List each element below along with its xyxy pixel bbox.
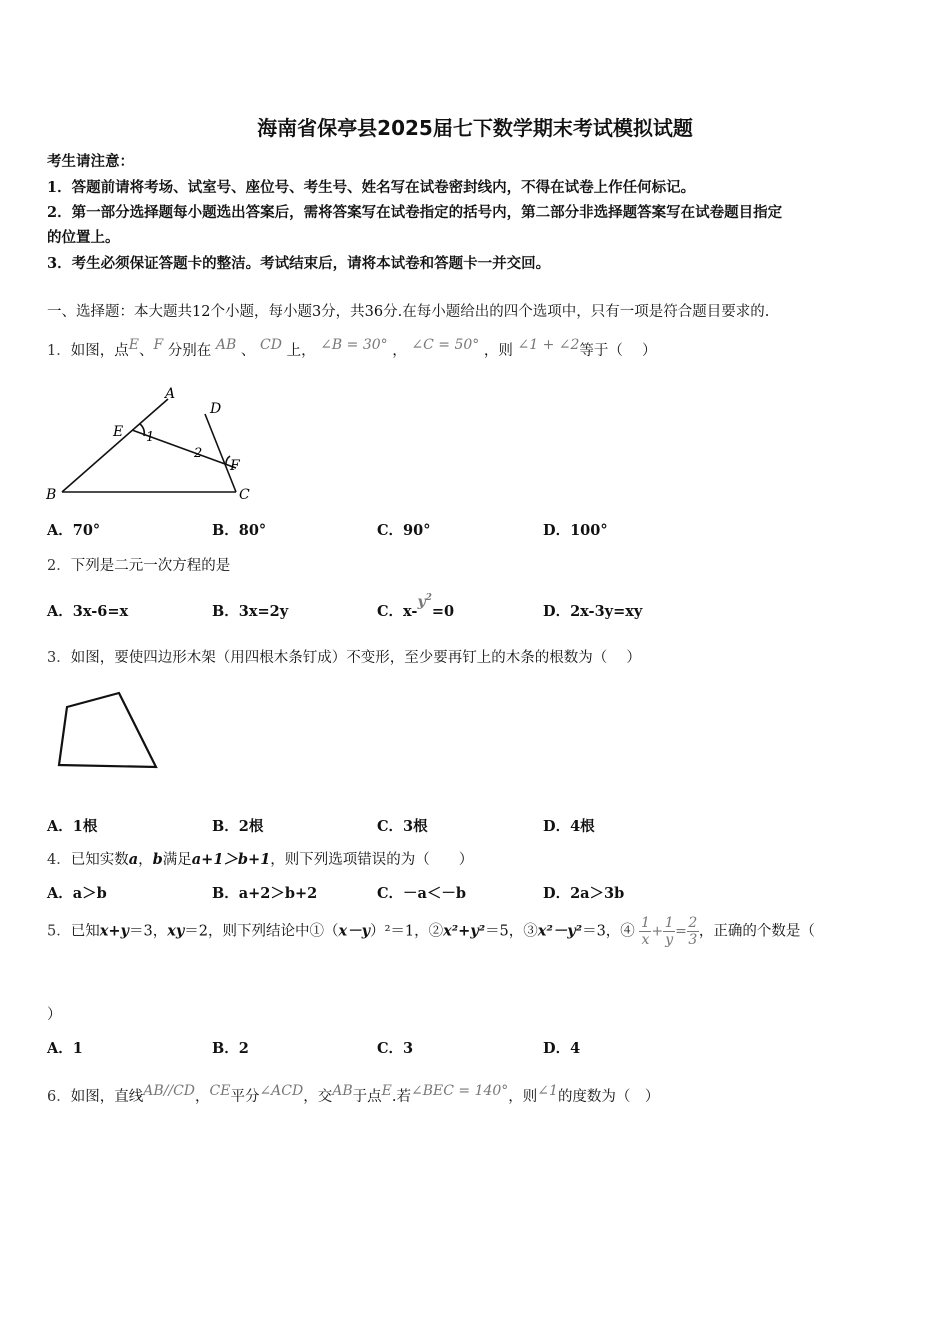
q1-text: 、 bbox=[240, 342, 256, 359]
q1-math-angle-b: ∠B = 30° bbox=[320, 337, 388, 353]
page-title: 海南省保亭县2025届七下数学期末考试模拟试题 bbox=[257, 116, 693, 140]
question-6 bbox=[47, 1083, 659, 1106]
q1-figure bbox=[40, 380, 270, 505]
q1-text: 等于（ ） bbox=[579, 342, 657, 359]
label-d: D bbox=[210, 401, 222, 417]
line-dc bbox=[205, 414, 236, 492]
q1-option-a[interactable]: A．70° bbox=[47, 522, 101, 539]
q4-option-a[interactable]: A．a＞b bbox=[47, 885, 107, 902]
q1-text: 上， bbox=[286, 342, 316, 359]
q3-option-c[interactable]: C．3根 bbox=[377, 818, 428, 835]
q6-math: ∠ACD bbox=[259, 1083, 304, 1099]
q2-option-a[interactable]: A．3x-6=x bbox=[47, 603, 129, 620]
q4-option-b[interactable]: B．a+2＞b+2 bbox=[212, 885, 318, 902]
frac-num: 2 bbox=[688, 915, 698, 931]
question-3 bbox=[47, 646, 641, 667]
q1-text: 分别在 bbox=[167, 342, 212, 359]
q5-option-c[interactable]: C．3 bbox=[377, 1040, 414, 1057]
frac-num: 1 bbox=[664, 915, 674, 931]
frac-den: x bbox=[641, 932, 650, 948]
q2-option-c-y: y bbox=[417, 594, 426, 610]
q5-text: ＝3，④ bbox=[582, 923, 635, 940]
label-e: E bbox=[113, 424, 124, 440]
q6-text: 平分 bbox=[230, 1088, 260, 1105]
q2-text: 下列是二元一次方程的是 bbox=[70, 558, 231, 574]
q1-option-d[interactable]: D．100° bbox=[543, 522, 608, 539]
q5-option-b[interactable]: B．2 bbox=[212, 1040, 249, 1057]
q5-text: ＝5，③ bbox=[485, 923, 538, 940]
q5-continuation: ） bbox=[47, 1007, 62, 1023]
q2-option-b[interactable]: B．3x=2y bbox=[212, 603, 289, 620]
q5-expr: xy bbox=[167, 922, 185, 940]
q1-math-e: E bbox=[128, 337, 139, 353]
question-5 bbox=[47, 915, 815, 948]
q1-option-b[interactable]: B．80° bbox=[212, 522, 267, 539]
q5-equals: = bbox=[675, 923, 687, 940]
label-b: B bbox=[46, 487, 57, 503]
label-a: A bbox=[165, 386, 176, 402]
q5-expr: x+y bbox=[99, 922, 129, 940]
q5-fraction-2-over-3 bbox=[687, 915, 699, 948]
label-angle-2: 2 bbox=[194, 446, 203, 461]
q4-condition: a+1＞b+1 bbox=[191, 851, 271, 868]
q2-number: 2． bbox=[47, 558, 71, 574]
q3-option-a[interactable]: A．1根 bbox=[47, 818, 98, 835]
q4-text: 满足 bbox=[162, 852, 192, 868]
q1-math-sum: ∠1 + ∠2 bbox=[517, 337, 580, 353]
question-2 bbox=[47, 554, 230, 575]
q3-option-b[interactable]: B．2根 bbox=[212, 818, 264, 835]
q6-text: ， bbox=[195, 1088, 210, 1105]
question-1 bbox=[47, 337, 657, 360]
q2-option-c[interactable] bbox=[377, 593, 455, 621]
q5-text: ＝3， bbox=[128, 923, 168, 940]
q6-math: ∠1 bbox=[537, 1083, 558, 1099]
q5-number: 5． bbox=[47, 923, 71, 940]
q6-text: 的度数为（ ） bbox=[557, 1088, 660, 1105]
notice-item-2: 2．第一部分选择题每小题选出答案后，需将答案写在试卷指定的括号内，第二部分非选择题答案写在试卷题目指定 bbox=[47, 204, 783, 221]
q1-text: 、 bbox=[138, 342, 154, 359]
q4-var-b: b bbox=[152, 851, 163, 868]
q5-text: ＝2，则下列结论中①（ bbox=[184, 923, 339, 940]
q4-number: 4． bbox=[47, 852, 71, 868]
q6-number: 6． bbox=[47, 1088, 71, 1105]
q4-text: 已知实数 bbox=[70, 852, 129, 868]
q1-math-cd: CD bbox=[260, 337, 282, 353]
q5-fraction-1-over-x bbox=[639, 915, 651, 948]
q4-text: ， bbox=[138, 852, 153, 868]
q1-math-f: F bbox=[153, 337, 164, 353]
question-4 bbox=[47, 848, 473, 869]
notice-item-3: 3．考生必须保证答题卡的整洁。考试结束后，请将本试卷和答题卡一并交回。 bbox=[47, 255, 551, 272]
q3-figure bbox=[50, 685, 165, 775]
q2-option-d[interactable]: D．2x-3y=xy bbox=[543, 603, 643, 620]
q6-math: CE bbox=[209, 1083, 231, 1099]
q5-option-d[interactable]: D．4 bbox=[543, 1040, 581, 1057]
q5-option-a[interactable]: A．1 bbox=[47, 1040, 83, 1057]
frac-den: 3 bbox=[688, 932, 698, 948]
quadrilateral-frame bbox=[59, 693, 156, 767]
q6-math: ∠BEC = 140° bbox=[410, 1083, 509, 1099]
q5-text: ）²＝1，② bbox=[370, 923, 444, 940]
q5-text: 已知 bbox=[70, 923, 100, 940]
q5-expr: x²+y² bbox=[443, 922, 486, 940]
q1-text: 如图，点 bbox=[70, 342, 129, 359]
q6-text: 如图，直线 bbox=[70, 1088, 144, 1105]
q2-option-c-exp: 2 bbox=[425, 593, 432, 603]
q4-option-d[interactable]: D．2a＞3b bbox=[543, 885, 625, 902]
q3-option-d[interactable]: D．4根 bbox=[543, 818, 595, 835]
notice-item-2-cont: 的位置上。 bbox=[47, 229, 120, 246]
q6-text: ，则 bbox=[508, 1088, 538, 1105]
notice-item-1: 1．答题前请将考场、试室号、座位号、考生号、姓名写在试卷密封线内，不得在试卷上作任何标记。 bbox=[47, 179, 696, 196]
q4-option-c[interactable]: C．－a＜－b bbox=[377, 885, 467, 902]
q2-option-c-text: =0 bbox=[431, 603, 455, 620]
q6-math: AB bbox=[332, 1083, 353, 1099]
section-heading: 一、选择题：本大题共12个小题，每小题3分，共36分.在每小题给出的四个选项中，只有一项是符合题目要求的. bbox=[47, 304, 770, 320]
q1-math-ab: AB bbox=[215, 337, 237, 353]
q6-text: 于点 bbox=[352, 1088, 382, 1105]
q3-text: 如图，要使四边形木架（用四根木条钉成）不变形，至少要再钉上的木条的根数为（ ） bbox=[70, 650, 641, 666]
q3-number: 3． bbox=[47, 650, 71, 666]
q4-text: ，则下列选项错误的为（ ） bbox=[270, 852, 474, 868]
frac-den: y bbox=[665, 932, 674, 948]
line-ba bbox=[62, 399, 168, 492]
q5-expr: x²－y² bbox=[537, 922, 583, 940]
q1-option-c[interactable]: C．90° bbox=[377, 522, 431, 539]
q6-text: ，交 bbox=[303, 1088, 333, 1105]
label-angle-1: 1 bbox=[146, 430, 155, 445]
q5-fraction-1-over-y bbox=[663, 915, 675, 948]
q6-text: .若 bbox=[391, 1088, 411, 1105]
q1-number: 1． bbox=[47, 342, 71, 359]
q5-plus: + bbox=[651, 923, 664, 940]
q1-math-angle-c: ∠C = 50° bbox=[411, 337, 480, 353]
q1-text: ，则 bbox=[483, 342, 513, 359]
q2-option-c-text: C．x- bbox=[377, 603, 418, 620]
notice-header: 考生请注意： bbox=[47, 153, 134, 170]
q6-math: E bbox=[381, 1083, 392, 1099]
q6-math: AB//CD bbox=[143, 1083, 196, 1099]
label-c: C bbox=[239, 487, 250, 503]
q5-expr: x－y bbox=[338, 922, 371, 940]
frac-num: 1 bbox=[640, 915, 650, 931]
q5-text: ，正确的个数是（ bbox=[698, 923, 815, 940]
q4-var-a: a bbox=[128, 851, 139, 868]
label-f: F bbox=[230, 458, 240, 474]
q1-text: ， bbox=[392, 342, 407, 359]
